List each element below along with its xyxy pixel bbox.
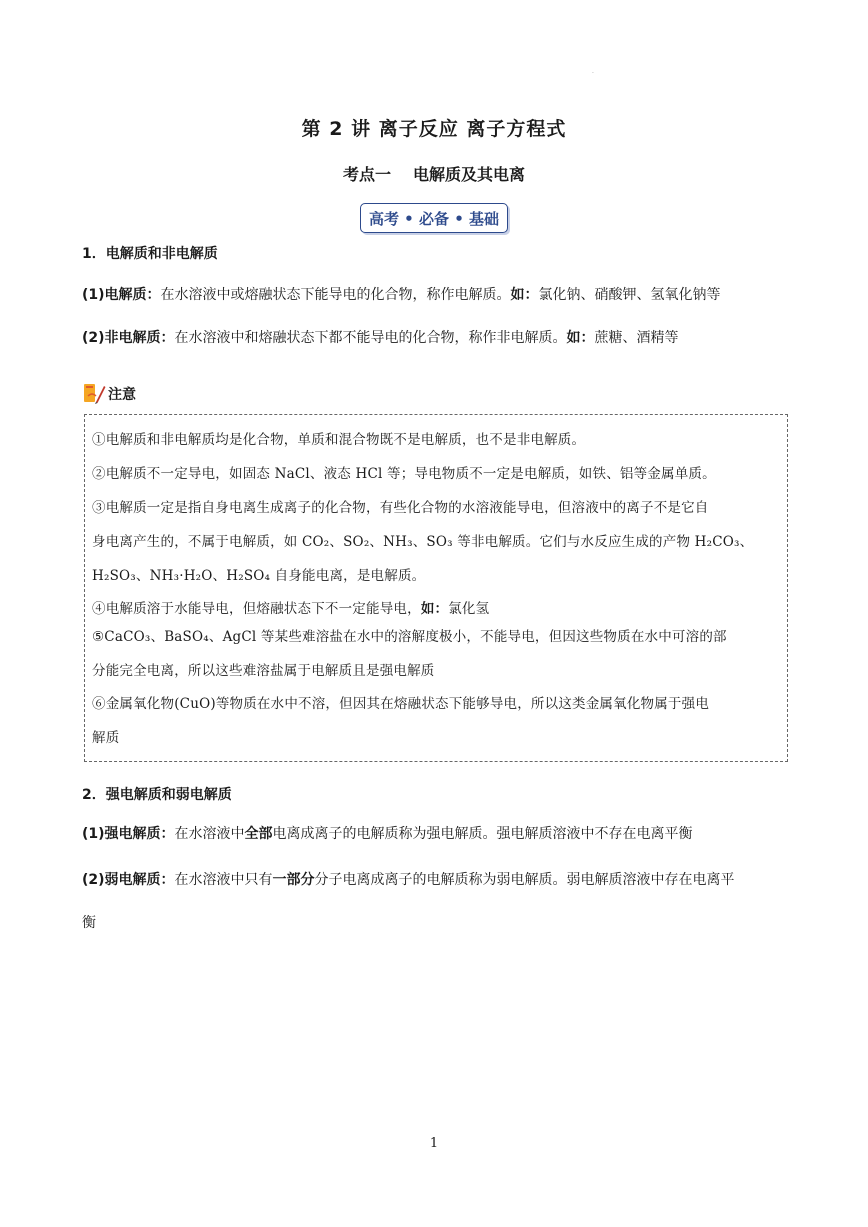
section-1-heading: 1．电解质和非电解质	[82, 246, 218, 262]
text-nonelectrolyte: 在水溶液中和熔融状态下都不能导电的化合物，称作非电解质。	[174, 330, 567, 346]
definition-electrolyte	[82, 284, 721, 304]
text-weak-a: 在水溶液中只有	[174, 872, 273, 888]
note-line-6-text: ④电解质溶于水能导电，但熔融状态下不一定能导电，	[92, 601, 421, 617]
definition-strong-electrolyte	[82, 823, 693, 843]
note-line-2: ②电解质不一定导电，如固态 NaCl、液态 HCl 等；导电物质不一定是电解质，如铁、铝等金属单质。	[92, 466, 716, 482]
example-text: 氯化氢	[448, 601, 490, 617]
example-label: 如：	[566, 330, 595, 346]
text-strong-bold: 全部	[244, 826, 273, 842]
example-text: 蔗糖、酒精等	[594, 330, 679, 346]
note-line-10: 解质	[92, 730, 120, 746]
subtitle-topic: 电解质及其电离	[413, 165, 526, 184]
section-subtitle	[0, 162, 868, 185]
page-title: 第 2 讲 离子反应 离子方程式	[301, 118, 567, 140]
section-2-heading: 2．强电解质和弱电解质	[82, 787, 232, 803]
label-electrolyte: (1)电解质：	[82, 287, 161, 303]
note-line-5: H₂SO₃、NH₃·H₂O、H₂SO₄ 自身能电离，是电解质。	[92, 568, 426, 584]
text-electrolyte: 在水溶液中或熔融状态下能导电的化合物，称作电解质。	[160, 287, 511, 303]
page-number: 1	[429, 1136, 439, 1151]
text-weak-b: 分子电离成离子的电解质称为弱电解质。弱电解质溶液中存在电离平	[314, 872, 735, 888]
label-strong: (1)强电解质：	[82, 826, 175, 842]
note-line-9: ⑥金属氧化物(CuO)等物质在水中不溶，但因其在熔融状态下能够导电，所以这类金属氧化物属于强电	[92, 696, 710, 712]
subtitle-kaodian: 考点一	[342, 165, 391, 184]
label-weak: (2)弱电解质：	[82, 872, 175, 888]
definition-weak-electrolyte	[82, 869, 735, 889]
definition-nonelectrolyte	[82, 327, 679, 347]
page-dot: ·	[592, 70, 594, 77]
exam-badge: 高考 • 必备 • 基础	[360, 203, 508, 233]
definition-weak-electrolyte-cont: 衡	[82, 915, 96, 931]
example-label: 如：	[420, 601, 449, 617]
note-line-4: 身电离产生的，不属于电解质，如 CO₂、SO₂、NH₃、SO₃ 等非电解质。它们与水反应生成的产物 H₂CO₃、	[92, 534, 754, 550]
note-line-3: ③电解质一定是指自身电离生成离子的化合物，有些化合物的水溶液能导电，但溶液中的离子不是它自	[92, 500, 709, 516]
note-label: 注意	[108, 387, 136, 403]
example-text: 氯化钠、硝酸钾、氢氧化钠等	[538, 287, 721, 303]
text-weak-bold: 一部分	[272, 872, 315, 888]
note-line-1: ①电解质和非电解质均是化合物，单质和混合物既不是电解质，也不是非电解质。	[92, 432, 586, 448]
text-strong-a: 在水溶液中	[174, 826, 245, 842]
pencil-note-icon	[82, 382, 106, 406]
text-strong-b: 电离成离子的电解质称为强电解质。强电解质溶液中不存在电离平衡	[272, 826, 693, 842]
note-header	[82, 382, 136, 406]
example-label: 如：	[510, 287, 539, 303]
label-nonelectrolyte: (2)非电解质：	[82, 330, 175, 346]
note-line-8: 分能完全电离，所以这些难溶盐属于电解质且是强电解质	[92, 663, 435, 679]
note-line-7: ⑤CaCO₃、BaSO₄、AgCl 等某些难溶盐在水中的溶解度极小，不能导电，但因这些物质在水中可溶的部	[92, 629, 727, 645]
note-line-6	[92, 597, 489, 617]
